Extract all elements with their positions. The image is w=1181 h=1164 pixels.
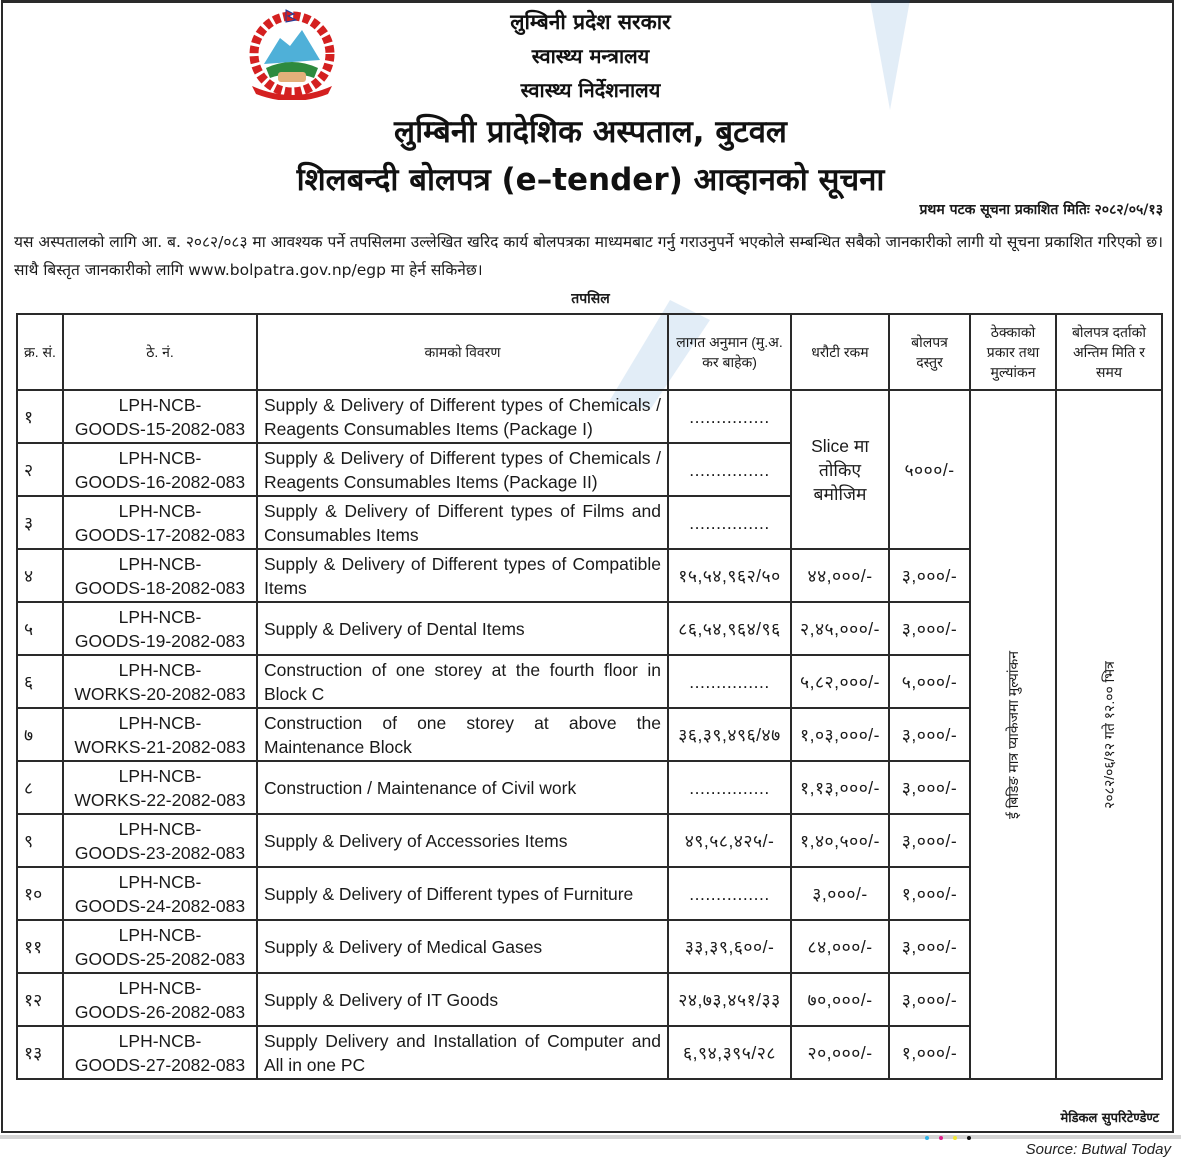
row-desc: Construction of one storey at above the Maintenance Block [257,708,668,761]
header-ref: ठे. नं. [63,314,257,390]
row-fee: ३,०००/- [889,708,970,761]
row-deposit: १,१३,०००/- [791,761,889,814]
row-ref: LPH-NCB- GOODS-23-2082-083 [63,814,257,867]
row-sn: ४ [17,549,63,602]
table-header-row [17,314,1162,390]
row-ref: LPH-NCB- GOODS-24-2082-083 [63,867,257,920]
row-deposit: ३,०००/- [791,867,889,920]
row-deposit: १,४०,५००/- [791,814,889,867]
page-bottom-edge [0,1135,1181,1139]
row-cost: ३३,३९,६००/- [668,920,791,973]
row-sn: १० [17,867,63,920]
row-desc: Supply & Delivery of Accessories Items [257,814,668,867]
row-ref: LPH-NCB- GOODS-18-2082-083 [63,549,257,602]
row-ref: LPH-NCB- GOODS-27-2082-083 [63,1026,257,1079]
row-fee: ३,०००/- [889,920,970,973]
row-deposit: ५,८२,०००/- [791,655,889,708]
row-sn: ९ [17,814,63,867]
row-deposit: ८४,०००/- [791,920,889,973]
directorate-name: स्वास्थ्य निर्देशनालय [520,78,661,102]
row-desc: Supply Delivery and Installation of Computer and All in one PC [257,1026,668,1079]
row-desc: Supply & Delivery of IT Goods [257,973,668,1026]
row-cost: ३६,३९,४९६/४७ [668,708,791,761]
merged-fee: ५०००/- [889,390,970,549]
row-fee: ३,०००/- [889,602,970,655]
row-ref: LPH-NCB- GOODS-15-2082-083 [63,390,257,443]
table-row [17,390,1162,443]
row-fee: ३,०००/- [889,761,970,814]
row-sn: ११ [17,920,63,973]
row-desc: Construction / Maintenance of Civil work [257,761,668,814]
row-cost: ............... [668,496,791,549]
merged-contract-type: ई बिडिङ मात्र प्याकेजमा मुल्यांकन [970,390,1056,1079]
source-credit: Source: Butwal Today [1025,1141,1171,1158]
row-sn: २ [17,443,63,496]
row-sn: ८ [17,761,63,814]
black-dot-icon [967,1136,971,1140]
row-cost: ............... [668,761,791,814]
header-fee: बोलपत्र दस्तुर [889,314,970,390]
intro-paragraph: यस अस्पतालको लागि आ. ब. २०८२/०८३ मा आवश्यक पर्ने तपसिलमा उल्लेखित खरिद कार्य बोलपत्रका माध्यमबाट गर्नु गराउनुपर्ने भएकोले सम्बन्धित सबैको जानकारीको लागी यो सूचना प्रकाशित गरिएको छ। साथै बिस्तृत जानकारीको लागि www.bolpatra.gov.np/egp मा हेर्न सकिनेछ। [14,233,1163,279]
row-sn: १२ [17,973,63,1026]
row-fee: ३,०००/- [889,549,970,602]
row-fee: ३,०००/- [889,973,970,1026]
row-desc: Supply & Delivery of Different types of Compatible Items [257,549,668,602]
header-desc: कामको विवरण [257,314,668,390]
row-cost: १५,५४,९६२/५० [668,549,791,602]
row-desc: Supply & Delivery of Different types of Chemicals / Reagents Consumables Items (Package II) [257,443,668,496]
row-ref: LPH-NCB- WORKS-21-2082-083 [63,708,257,761]
publication-date: प्रथम पटक सूचना प्रकाशित मितिः २०८२/०५/१३ [919,202,1163,218]
row-desc: Supply & Delivery of Different types of Chemicals / Reagents Consumables Items (Package I) [257,390,668,443]
yellow-dot-icon [953,1136,957,1140]
row-sn: ७ [17,708,63,761]
row-desc: Supply & Delivery of Dental Items [257,602,668,655]
row-cost: ............... [668,655,791,708]
row-fee: १,०००/- [889,1026,970,1079]
notice-title: शिलबन्दी बोलपत्र (e–tender) आव्हानको सूचना [296,162,885,198]
row-sn: ३ [17,496,63,549]
row-deposit: २,४५,०००/- [791,602,889,655]
row-desc: Construction of one storey at the fourth floor in Block C [257,655,668,708]
header-deposit: धरौटी रकम [791,314,889,390]
table-caption: तपसिल [571,291,610,307]
row-fee: ५,०००/- [889,655,970,708]
row-deposit: २०,०००/- [791,1026,889,1079]
row-cost: ............... [668,443,791,496]
header-deadline: बोलपत्र दर्ताको अन्तिम मिति र समय [1056,314,1162,390]
header-sn: क्र. सं. [17,314,63,390]
row-sn: ६ [17,655,63,708]
merged-deposit: Slice मा तोकिए बमोजिम [791,390,889,549]
row-ref: LPH-NCB- GOODS-16-2082-083 [63,443,257,496]
row-sn: १३ [17,1026,63,1079]
cyan-dot-icon [925,1136,929,1140]
row-desc: Supply & Delivery of Medical Gases [257,920,668,973]
row-ref: LPH-NCB- WORKS-20-2082-083 [63,655,257,708]
print-registration-marks [925,1136,971,1142]
signatory-title: मेडिकल सुपरिटेण्डेण्ट [1060,1111,1159,1126]
row-ref: LPH-NCB- WORKS-22-2082-083 [63,761,257,814]
magenta-dot-icon [939,1136,943,1140]
row-sn: ५ [17,602,63,655]
row-fee: १,०००/- [889,867,970,920]
row-cost: ............... [668,867,791,920]
row-cost: ६,९४,३९५/२८ [668,1026,791,1079]
row-ref: LPH-NCB- GOODS-26-2082-083 [63,973,257,1026]
row-fee: ३,०००/- [889,814,970,867]
row-deposit: ४४,०००/- [791,549,889,602]
row-ref: LPH-NCB- GOODS-17-2082-083 [63,496,257,549]
header-contract-type: ठेक्काको प्रकार तथा मुल्यांकन [970,314,1056,390]
row-cost: ८६,५४,९६४/९६ [668,602,791,655]
row-desc: Supply & Delivery of Different types of Furniture [257,867,668,920]
header-cost: लागत अनुमान (मु.अ. कर बाहेक) [668,314,791,390]
merged-deadline: २०८२/०६/१२ गते १२.०० भित्र [1056,390,1162,1079]
row-cost: ४९,५८,४२५/- [668,814,791,867]
row-ref: LPH-NCB- GOODS-25-2082-083 [63,920,257,973]
row-cost: २४,७३,४५१/३३ [668,973,791,1026]
government-name: लुम्बिनी प्रदेश सरकार [510,10,671,34]
row-desc: Supply & Delivery of Different types of Films and Consumables Items [257,496,668,549]
row-sn: १ [17,390,63,443]
row-deposit: ७०,०००/- [791,973,889,1026]
tender-table [16,313,1163,1080]
hospital-name: लुम्बिनी प्रादेशिक अस्पताल, बुटवल [394,114,787,150]
row-ref: LPH-NCB- GOODS-19-2082-083 [63,602,257,655]
row-deposit: १,०३,०००/- [791,708,889,761]
row-cost: ............... [668,390,791,443]
ministry-name: स्वास्थ्य मन्त्रालय [531,44,650,68]
